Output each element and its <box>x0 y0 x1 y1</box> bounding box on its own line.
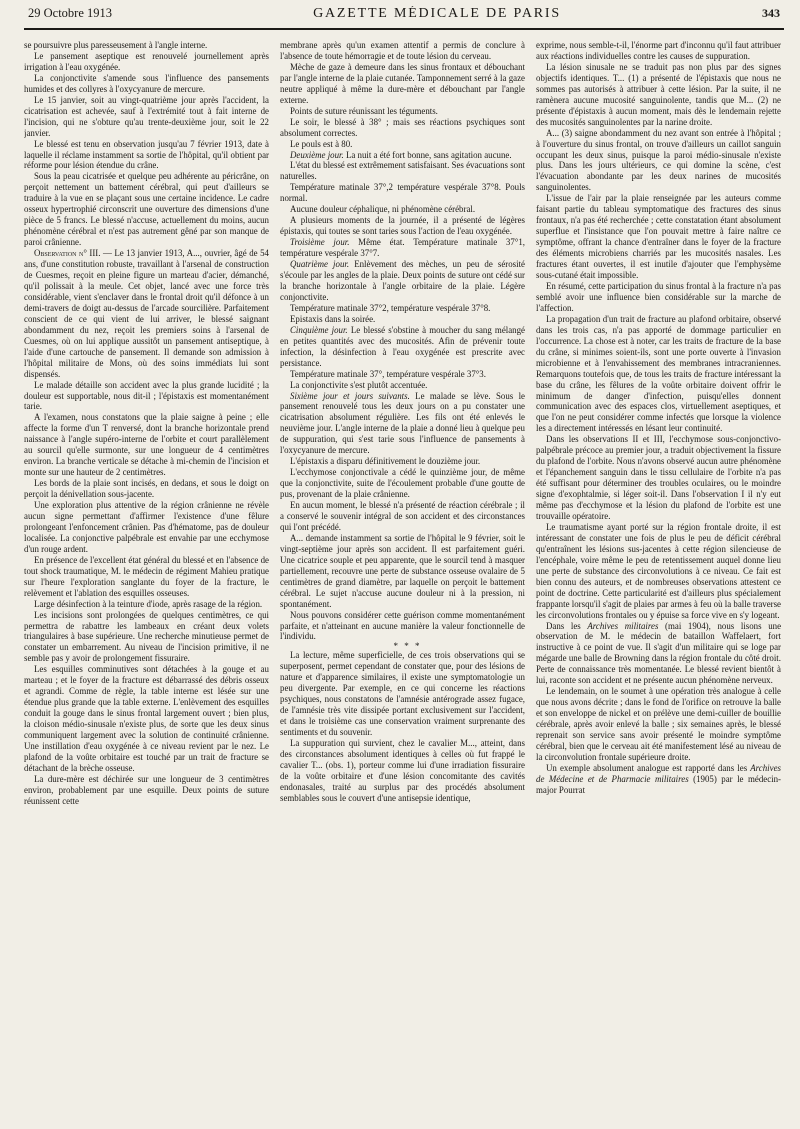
day-text: Le blessé s'obstine à moucher du sang mélangé en petites quantités avec des mucosités. Afin de prévenir toute infection, la désinfection à l'eau oxygénée est prescrite avec persistance. <box>280 324 525 368</box>
newspaper-page <box>24 6 784 1121</box>
paragraph: Sous la peau cicatrisée et quelque peu adhérente au péricrâne, on perçoit nettement un battement cérébral, qui peut d'ailleurs se traduire à la vue en se plaçant sous une certaine incidence. Le cadre osseux hypertrophié circonscrit une ouverture des dimensions d'une pièce de 5 francs. Le blessé n'accuse, actuellement du moins, aucun phénomène cérébral et n'est pas autrement gêné par son manque de paroi crânienne. <box>24 171 269 248</box>
day-paragraph <box>280 150 525 161</box>
text-fragment: Un exemple absolument analogue est rapporté dans les <box>546 762 751 773</box>
day-heading: Troisième jour. <box>290 237 350 248</box>
paragraph: Aucune douleur céphalique, ni phénomène cérébral. <box>290 204 476 215</box>
column-middle <box>280 40 525 1121</box>
paragraph: Température matinale 37°2, température vespérale 37°8. <box>290 302 491 313</box>
day-text: La nuit a été fort bonne, sans agitation aucune. <box>343 149 512 160</box>
paragraph: Une exploration plus attentive de la région crânienne ne révèle aucun signe permettant d'affirmer l'existence d'une fêlure prolongeant l'enfoncement crânien. Pas d'hématome, pas de douleur localisée. La conjonctive palpébrale est envahie par une ecchymose d'un rouge ardent. <box>24 500 269 554</box>
text-fragment: (1905) par le médecin-major Pourrat <box>536 773 781 795</box>
day-text: Enlèvement des mèches, un peu de sérosité s'écoule par les angles de la plaie. Deux points de suture ont cédé sur la branche horizontale à l'angle orbitaire de la plaie. Légère conjonctivite. <box>280 259 525 302</box>
section-separator: * * * <box>393 641 422 652</box>
paragraph: A... (3) saigne abondamment du nez avant son entrée à l'hôpital ; à l'ouverture du sinus frontal, on trouve d'ailleurs un caillot sanguin occupant les deux sinus, puisque la paroi médio-sinusale n'existe plus. Dans les jours ultérieurs, ce qui domine la scène, c'est l'évacuation abondante par les deux narines de mucosités sanguinolentes. <box>536 127 781 193</box>
day-text: Même état. Température matinale 37°1, température vespérale 37°7. <box>280 237 525 259</box>
paragraph: A... demande instamment sa sortie de l'hôpital le 9 février, soit le vingt-septième jour après son accident. Il est parfaitement guéri. Une cicatrice souple et peu apparente, que le sourcil tend à masquer partiellement, recouvre une perte de substance osseuse ovalaire de 5 centimètres de grand diamètre, par laquelle on perçoit le battement cérébral. Le sujet n'accuse aucune douleur ni à la pression, ni spontanément. <box>280 532 525 609</box>
paragraph: membrane après qu'un examen attentif a permis de conclure à l'absence de toute hémorragie et de toute lésion du cerveau. <box>280 40 525 61</box>
journal-citation: Archives de Médecine et de Pharmacie militaires <box>536 762 781 784</box>
observation-3-heading: Observation n° III. <box>34 248 101 259</box>
paragraph: La suppuration qui survient, chez le cavalier M..., atteint, dans des circonstances absolument identiques à celles où fut frappé le cavalier T... (obs. 1), porteur comme lui d'une irradiation fissuraire de la voûte orbitaire et d'une lésion concomitante des cavités endonasales, traité au surplus par des procédés absolument semblables sous le couvert d'une antisepsie identique, <box>280 738 525 803</box>
paragraph: En aucun moment, le blessé n'a présenté de réaction cérébrale ; il a conservé le souvenir intégral de son accident et des circonstances qui l'ont précédé. <box>280 500 525 532</box>
day-text: Le malade se lève. Sous le pansement renouvelé tous les deux jours on a pu constater une cicatrisation absolument régulière. Les fils ont été enlevés le neuvième jour. L'angle interne de la plaie a donné lieu à quelque peu de suppuration, qui s'est tarie sous l'influence de pansements à l'oxycyanure de mercure. <box>280 390 525 456</box>
day-heading: Quatrième jour. <box>290 259 350 270</box>
citation-paragraph <box>536 621 781 687</box>
citation-paragraph <box>536 763 781 796</box>
paragraph: Température matinale 37°, température vespérale 37°3. <box>290 368 486 379</box>
paragraph: Le lendemain, on le soumet à une opération très analogue à celle que nous avons décrite ; dans le fond de l'orifice on retrouve la balle et son enveloppe de nickel et on prélève une demi-cuiller de bouillie cérébrale, après avoir enlevé la balle ; six semaines après, le blessé reprenait son service sans avoir présenté le moindre symptôme cérébral, bien que le cerveau ait été manifestement lésé au niveau de la circonvolution frontale supérieure droite. <box>536 686 781 762</box>
paragraph: Le blessé est tenu en observation jusqu'au 7 février 1913, date à laquelle il réclame instamment sa sortie de l'hôpital, qu'il obtient par réforme pour lésion étendue du crâne. <box>24 138 269 171</box>
paragraph: Mèche de gaze à demeure dans les sinus frontaux et débouchant par l'angle interne de la plaie cutanée. Tamponnement serré à la gaze neutre appliqué à même la dure-mère et débouchant par l'angle externe. <box>280 61 525 105</box>
paragraph: exprime, nous semble-t-il, l'énorme part d'inconnu qu'il faut attribuer aux réactions individuelles contre les causes de suppuration. <box>536 40 781 61</box>
paragraph: La dure-mère est déchirée sur une longueur de 3 centimètres environ, probablement par une esquille. Deux points de suture réunissent cette <box>24 773 269 806</box>
journal-title: GAZETTE MÉDICALE DE PARIS <box>313 6 561 21</box>
paragraph: Nous pouvons considérer cette guérison comme momentanément parfaite, et n'atteinant en aucune manière la valeur fonctionnelle de l'individu. <box>280 609 525 642</box>
column-left <box>24 40 269 1121</box>
paragraph: L'ecchymose conjonctivale a cédé le quinzième jour, de même que la conjonctivite, suite de l'écoulement probable d'une goutte de pus, provenant de la plaie crânienne. <box>280 467 525 500</box>
text-columns <box>24 40 784 1121</box>
paragraph: Large désinfection à la teinture d'iode, après rasage de la région. <box>34 598 263 609</box>
paragraph: Dans les observations II et III, l'ecchymose sous-conjonctivo-palpébrale précoce au premier jour, a traduit objectivement la fissure du plafond de l'orbite. Nous n'avons observé aucun autre phénomène et l'épanchement sanguin dans le tissu cellulaire de l'orbite n'a pas été suffisant pour déterminer des troubles oculaires, ou le moindre signe d'exophtalmie, si léger soit-il. Dans l'observation I il n'y eut même pas d'ecchymose et la lésion du plafond de l'orbite est une trouvaille opératoire. <box>536 434 781 521</box>
paragraph: En résumé, cette participation du sinus frontal à la fracture n'a pas semblé avoir une influence bien considérable sur la marche de l'affection. <box>536 280 781 313</box>
issue-date: 29 Octobre 1913 <box>28 6 113 20</box>
paragraph: La lecture, même superficielle, de ces trois observations qui se superposent, permet cependant de constater que, pour des lésions de nature et d'apparence similaires, il existe une symptomatologie un peu divergente. Par exemple, en ce qui concerne les réactions psychiques, nous constatons de l'amnésie antérograde assez fugace, de l'amnésie très vite dissipée portant exclusivement sur l'accident, et dans le troisième cas une conservation vraiment surprenante des sentiments et du souvenir. <box>280 650 525 738</box>
paragraph: La conjonctivite s'est plutôt accentuée. <box>290 379 428 390</box>
paragraph: En présence de l'excellent état général du blessé et en l'absence de tout shock traumatique, M. le médecin de régiment Mahieu pratique sur l'heure l'exploration sanglante du foyer de la fracture, le relèvement et l'ablation des esquilles osseuses. <box>24 554 269 598</box>
column-right <box>536 40 781 1121</box>
paragraph: L'épistaxis a disparu définitivement le douzième jour. <box>290 456 481 467</box>
paragraph: La propagation d'un trait de fracture au plafond orbitaire, observé dans les trois cas, n'a pas apporté de dommage particulier en l'occurrence. La chose est à noter, car les traits de fracture de la base du crâne, si minimes soient-ils, sont une porte ouverte à l'invasion microbienne et à l'envahissement des membranes intracraniennes. Remarquons toutefois que, de tous les traits de fracture intéressant la base du crâne, les fêlures de la voûte orbitaire doivent offrir le minimum de danger d'infection, puisqu'elles donnent communication avec des espaces clos, virtuellement aseptiques, et que l'on ne peut considérer comme infectés que lorsque la violence les a directement intéressés en lésant leur continuité. <box>536 313 781 434</box>
paragraph: Points de suture réunissant les téguments. <box>290 105 438 116</box>
page-header <box>24 6 784 30</box>
paragraph: Le pansement aseptique est renouvelé journellement après irrigation à l'eau oxygénée. <box>24 50 269 72</box>
day-paragraph <box>280 391 525 457</box>
observation-3-text: — Le 13 janvier 1913, A..., ouvrier, âgé de 54 ans, d'une constitution robuste, travaillant à l'arsenal de construction de Cuesmes, reçoit en pleine figure un marteau d'acier, démanché, qu'il polissait à la meule. Cet objet, lancé avec une force très considérable, vient s'enclaver dans le frontal droit qu'il défonce à un demi-travers de doigt au-dessus de l'arcade sourcilière. Parfaitement conscient de ce qui vient de lui arriver, le blessé saignant abondamment du nez, reçoit les premiers soins à l'arsenal de Cuesmes, où on lui applique aussitôt un pansement antiseptique, à l'aide d'une cartouche de pansement. Il demande son admission à l'hôpital militaire de Mons, où des soins immédiats lui sont dispensés. <box>24 248 269 379</box>
paragraph: Le malade détaille son accident avec la plus grande lucidité ; la douleur est supportable, nous dit-il ; l'épistaxis est momentanément tarie. <box>24 379 269 412</box>
paragraph: A plusieurs moments de la journée, il a présenté de légères épistaxis, qui toutes se sont taries sous l'action de l'eau oxygénée. <box>280 215 525 237</box>
day-paragraph <box>280 259 525 303</box>
day-heading: Sixième jour et jours suivants. <box>290 390 410 401</box>
paragraph: Les esquilles comminutives sont détachées à la gouge et au marteau ; et le foyer de la fracture est débarrassé des débris osseux et agrandi. Comme de règle, la table interne est lésée sur une étendue plus grande que la table externe. L'enlèvement des esquilles conduit la gouge dans le sinus frontal largement ouvert ; bien plus, la cloison médio-sinusale n'existe plus, de sorte que les deux sinus communiquent largement avec la solution de continuité crânienne. Une instillation d'eau oxygénée à ce niveau revient par le nez. Le plafond de la voûte orbitaire est touché par un trait de fracture se détachant de la brèche osseuse. <box>24 664 269 773</box>
paragraph: L'issue de l'air par la plaie renseignée par les auteurs comme faisant partie du tableau symptomatique des fractures des sinus frontaux, n'a pas été recherchée ; cette constatation étant absolument superflue et l'insistance que l'on pouvait mettre à faire naître ce symptôme, offrant la chance d'entraîner dans le foyer de la fracture des éléments microbiens charriés par les mucosités nasales. Les fractures étant ouvertes, il est inutile d'ajouter que l'emphysème sous-cutané était impossible. <box>536 193 781 281</box>
day-heading: Deuxième jour. <box>290 149 344 160</box>
paragraph: L'état du blessé est extrêmement satisfaisant. Ses évacuations sont naturelles. <box>280 160 525 182</box>
day-paragraph <box>280 237 525 259</box>
text-fragment: Dans les <box>546 620 588 631</box>
paragraph: Epistaxis dans la soirée. <box>290 313 376 324</box>
paragraph: Le soir, le blessé à 38° ; mais ses réactions psychiques sont absolument correctes. <box>280 116 525 138</box>
page-number: 343 <box>761 6 780 20</box>
paragraph: La lésion sinusale ne se traduit pas non plus par des signes objectifs identiques. T... (1) a présenté de l'épistaxis que nous ne sommes pas autorisés à attribuer à cette lésion. Par la suite, il ne ramènera aucune mucosité sanguinolente, tandis que M... (2) ne présente d'épistaxis à aucun moment, mais dès le lendemain rejette des mucosités sanguinolentes par la narine droite. <box>536 61 781 127</box>
journal-citation: Archives militaires <box>587 620 659 631</box>
paragraph: Le traumatisme ayant porté sur la région frontale droite, il est intéressant de constater une fois de plus le peu de déficit cérébral qu'entraînent les lésions sus-jacentes à cette région silencieuse de l'encéphale, voire même le peu de retentissement auquel donne lieu une perte de substance des circonvolutions à ce niveau. Ce fait est bien connu des auteurs, et de nombreuses observations attestent ce point de doctrine. Cette particularité est d'ailleurs plus spécialement frappante lorsqu'il s'agit de plaies par armes à feu où la balle traverse les circonvolutions frontales ou y épuise sa force vive en s'y logeant. <box>536 521 781 620</box>
paragraph: La conjonctivite s'amende sous l'influence des pansements humides et des collyres à l'oxycyanure de mercure. <box>24 72 269 94</box>
paragraph: A l'examen, nous constatons que la plaie saigne à peine ; elle affecte la forme d'un T renversé, dont la branche horizontale prend naissance à l'angle supéro-interne de l'orbite et court parallèlement au sourcil qu'elle surmonte, sur une longueur de 4 centimètres environ. La branche verticale se détache à mi-chemin de l'incision et monte sur une hauteur de 2 centimètres. <box>24 412 269 478</box>
paragraph: Le pouls est à 80. <box>290 138 353 149</box>
paragraph: Le 15 janvier, soit au vingt-quatrième jour après l'accident, la cicatrisation est achevée, sauf à l'extrémité tout à fait interne de l'incision, qui ne s'obture qu'au trente-deuxième jour, soit le 22 janvier. <box>24 94 269 138</box>
paragraph: Les bords de la plaie sont incisés, en dedans, et sous le doigt on perçoit la dénivellation sous-jacente. <box>24 478 269 500</box>
text-fragment: (mai 1904), nous lisons une observation de M. le médecin de bataillon Waffelaert, fort instructive à ce point de vue. Il s'agit d'un militaire qui se loge par mégarde une balle de Browning dans la région frontale du côté droit. Perte de connaissance très momentanée. Le blessé revient bientôt à lui, raconte son accident et ne présente aucun phénomène nerveux. <box>536 620 781 686</box>
day-paragraph <box>280 325 525 369</box>
observation-3-paragraph <box>24 248 269 379</box>
day-heading: Cinquième jour. <box>290 324 348 335</box>
paragraph: se poursuivre plus paresseusement à l'angle interne. <box>24 40 208 50</box>
paragraph: Température matinale 37°,2 température vespérale 37°8. Pouls normal. <box>280 182 525 204</box>
paragraph: Les incisions sont prolongées de quelques centimètres, ce qui permettra de rabattre les lambeaux en créant deux volets triangulaires à base supérieure. Une recherche minutieuse permet de constater un embarrement. Au niveau de l'incision primitive, il ne semble pas y avoir de prolongement fissuraire. <box>24 609 269 664</box>
